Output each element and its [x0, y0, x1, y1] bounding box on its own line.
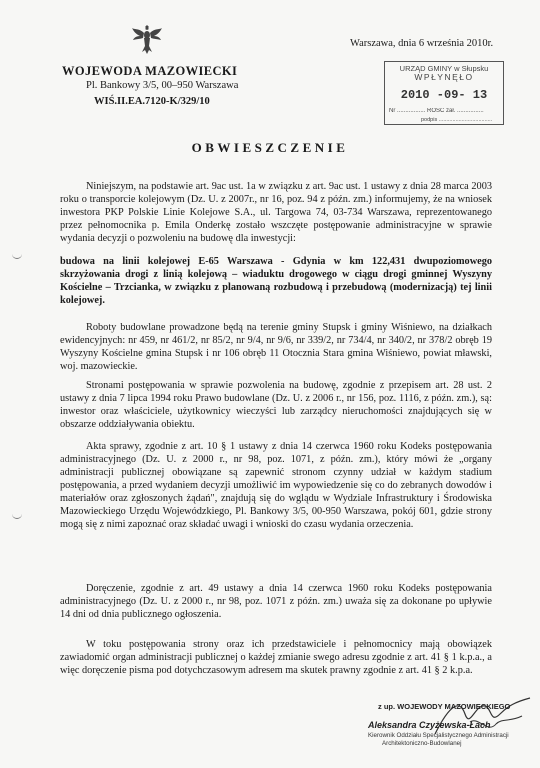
paragraph-intro: Niniejszym, na podstawie art. 9ac ust. 1a w związku z art. 9ac ust. 1 ustawy z dnia 28 marca 2003 roku o transporcie kolejowym (Dz. U. z 2007r., nr 16, poz. 94 z późn. zm.) informujemy, że na wniosek inwestora PKP Polskie Linie Kolejowe S.A., ul. Targowa 74, 03-734 Warszawa, reprezentowanego przez pełnomocnika p. Emila Onderkę zostało wszczęte postępowanie administracyjne w sprawie wydania decyzji o pozwoleniu na budowę dla inwestycji: [60, 181, 492, 244]
stamp-office: URZĄD GMINY w Słupsku [399, 64, 489, 73]
received-stamp [384, 61, 504, 125]
case-signature: WIŚ.II.EA.7120-K/329/10 [94, 96, 210, 107]
document-title: OBWIESZCZENIE [191, 140, 349, 155]
stamp-date: 2010 -09- 13 [400, 88, 488, 102]
paragraph-address-change: W toku postępowania strony oraz ich przedstawiciele i pełnomocnicy mają obowiązek zawiadomić organ administracji publicznej o każdej zmianie swego adresu zgodnie z art. 41 § 1 k.p.a., a więc doręczenie pisma pod dotychczasowym adresem ma skutek prawny zgodnie z art. 41 § 2 k.p.a. [60, 639, 492, 676]
paragraph-files: Akta sprawy, zgodnie z art. 10 § 1 ustawy z dnia 14 czerwca 1960 roku Kodeks postępowania administracyjnego (Dz. U. z 2000 r., nr 98, poz. 1071, z późn. zm.), który mówi że „organy administracji publicznej obowiązane są zapewnić stronom czynny udział w każdym stadium postępowania, a przed wydaniem decyzji umożliwić im wypowiedzenie się co do zebranych dowodów i materiałów oraz zgłoszonych żądań", znajdują się do wglądu w Wydziale Infrastruktury i Środowiska Mazowieckiego Urzędu Wojewódzkiego, Pl. Bankowy 3/5, 00-950 Warszawa, pokój 601, gdzie strony mogą się z nimi zapoznać oraz składać uwagi i wnioski do czasu wydania orzeczenia. [60, 441, 492, 530]
signatory-authority: z up. WOJEWODY MAZOWIECKIEGO [378, 702, 511, 711]
paragraph-parties: Stronami postępowania w sprawie pozwolenia na budowę, zgodnie z przepisem art. 28 ust. 2 ustawy z dnia 7 lipca 1994 roku Prawo budowlane (Dz. U. z 2006 r., nr 156, poz. 1116, z późn. zm.), są: inwestor oraz właściciele, użytkownicy wieczyści lub zarządcy nieruchomości znajdujących się w obszarze oddziaływania obiektu. [60, 380, 492, 430]
paragraph-delivery: Doręczenie, zgodnie z art. 49 ustawy a dnia 14 czerwca 1960 roku Kodeks postępowania administracyjnego (Dz. U. z 2000 r., nr 98, poz. 1071 z późn. zm.) uważa się za dokonane po upływie 14 dni od dnia publicznego ogłoszenia. [60, 583, 492, 620]
stamp-number-line: Nr ................. ROSC zał. ................ [389, 108, 484, 114]
issuer-name: WOJEWODA MAZOWIECKI [62, 64, 238, 78]
binder-hole-mark [12, 512, 22, 519]
document-date: Warszawa, dnia 6 września 2010r. [350, 38, 494, 49]
signature-block [360, 702, 535, 768]
paragraph-works: Roboty budowlane prowadzone będą na terenie gminy Stupsk i gminy Wiśniewo, na działkach ewidencyjnych: nr 459, nr 461/2, nr 85/2, nr 9/4, nr 9/6, nr 339/2, nr 734/4, nr 340/2, nr 378/2 obręb 19 Wyszyny Kościelne gmina Stupsk i nr 106 obręb 11 Otocznia Stara gmina Wiśniewo, powiat mławski, woj. mazowieckie. [60, 322, 492, 372]
binder-hole-mark [12, 252, 22, 259]
signatory-department: Architektoniczno-Budowlanej [382, 740, 462, 747]
stamp-received-label: WPŁYNĘŁO [414, 72, 474, 82]
paragraph-investment: budowa na linii kolejowej E-65 Warszawa - Gdynia w km 122,431 dwupoziomowego skrzyżowania drogi z linią kolejową – wiaduktu drogowego w ciągu drogi gminnej Wyszyny Kościelne – Trzcianka, w związku z planowaną rozbudową i przebudową (modernizacją) tej linii kolejowej. [60, 256, 492, 306]
signatory-role: Kierownik Oddziału Specjalistycznego Administracji [368, 732, 509, 739]
issuer-address: Pl. Bankowy 3/5, 00–950 Warszawa [86, 80, 239, 91]
eagle-emblem-icon [130, 22, 164, 56]
stamp-signature-line: podpis ................................... [421, 117, 493, 123]
signatory-name: Aleksandra Czyżewska-Łach [368, 720, 491, 730]
